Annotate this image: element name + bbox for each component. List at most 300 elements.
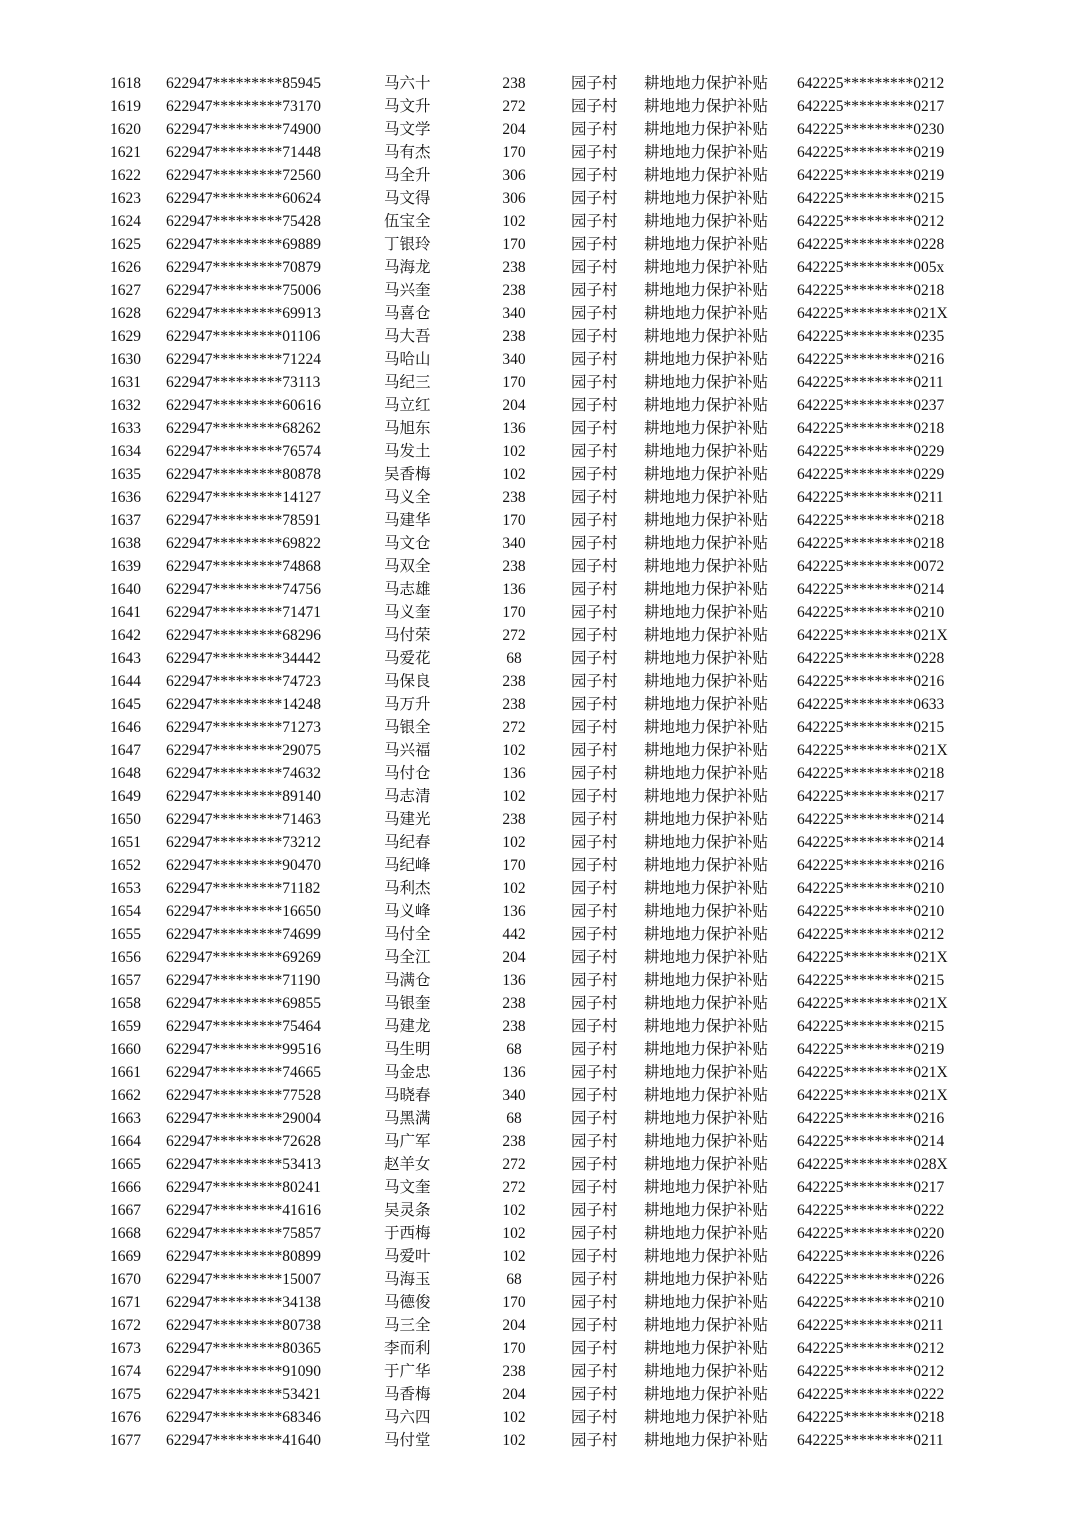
row-seq-number: 1667 <box>110 1202 141 1219</box>
row-name: 马建龙 <box>384 1018 431 1035</box>
row-id-number: 642225*********0212 <box>797 926 945 943</box>
row-village: 园子村 <box>571 1041 618 1058</box>
row-amount: 102 <box>502 1432 526 1449</box>
row-village: 园子村 <box>571 627 618 644</box>
row-amount: 102 <box>502 1248 526 1265</box>
row-amount: 238 <box>502 282 526 299</box>
row-seq-number: 1653 <box>110 880 141 897</box>
row-id-number: 642225*********0215 <box>797 719 945 736</box>
table-row <box>0 1291 1074 1314</box>
row-amount: 102 <box>502 1409 526 1426</box>
row-amount: 102 <box>502 788 526 805</box>
row-amount: 238 <box>502 1133 526 1150</box>
row-amount: 170 <box>502 512 526 529</box>
table-row <box>0 1084 1074 1107</box>
row-name: 于广华 <box>384 1363 431 1380</box>
row-seq-number: 1619 <box>110 98 141 115</box>
row-id-number: 642225*********028X <box>797 1156 948 1173</box>
row-village: 园子村 <box>571 972 618 989</box>
table-row <box>0 1038 1074 1061</box>
row-amount: 238 <box>502 696 526 713</box>
row-village: 园子村 <box>571 236 618 253</box>
row-seq-number: 1655 <box>110 926 141 943</box>
row-subsidy-item: 耕地地力保护补贴 <box>644 627 769 644</box>
table-row <box>0 187 1074 210</box>
row-amount: 204 <box>502 121 526 138</box>
row-account-number: 622947*********80878 <box>166 466 321 483</box>
row-amount: 68 <box>506 1110 522 1127</box>
row-name: 马纪峰 <box>384 857 431 874</box>
row-amount: 136 <box>502 765 526 782</box>
row-name: 伍宝全 <box>384 213 431 230</box>
row-account-number: 622947*********16650 <box>166 903 321 920</box>
table-row <box>0 969 1074 992</box>
row-name: 马有杰 <box>384 144 431 161</box>
row-subsidy-item: 耕地地力保护补贴 <box>644 167 769 184</box>
row-village: 园子村 <box>571 558 618 575</box>
table-row <box>0 1429 1074 1452</box>
row-village: 园子村 <box>571 1133 618 1150</box>
row-subsidy-item: 耕地地力保护补贴 <box>644 995 769 1012</box>
row-name: 马德俊 <box>384 1294 431 1311</box>
row-account-number: 622947*********77528 <box>166 1087 321 1104</box>
row-id-number: 642225*********0229 <box>797 443 945 460</box>
row-village: 园子村 <box>571 1202 618 1219</box>
row-account-number: 622947*********53421 <box>166 1386 321 1403</box>
row-id-number: 642225*********0235 <box>797 328 945 345</box>
table-row <box>0 233 1074 256</box>
row-id-number: 642225*********0216 <box>797 351 945 368</box>
table-row <box>0 1314 1074 1337</box>
row-amount: 272 <box>502 719 526 736</box>
row-subsidy-item: 耕地地力保护补贴 <box>644 1087 769 1104</box>
row-subsidy-item: 耕地地力保护补贴 <box>644 811 769 828</box>
row-village: 园子村 <box>571 1248 618 1265</box>
row-amount: 238 <box>502 1363 526 1380</box>
table-row <box>0 578 1074 601</box>
row-account-number: 622947*********34442 <box>166 650 321 667</box>
row-subsidy-item: 耕地地力保护补贴 <box>644 512 769 529</box>
row-id-number: 642225*********0214 <box>797 581 945 598</box>
table-row <box>0 877 1074 900</box>
row-seq-number: 1620 <box>110 121 141 138</box>
row-subsidy-item: 耕地地力保护补贴 <box>644 1179 769 1196</box>
row-seq-number: 1670 <box>110 1271 141 1288</box>
row-id-number: 642225*********0217 <box>797 1179 945 1196</box>
row-subsidy-item: 耕地地力保护补贴 <box>644 1432 769 1449</box>
row-amount: 238 <box>502 1018 526 1035</box>
table-row <box>0 739 1074 762</box>
row-subsidy-item: 耕地地力保护补贴 <box>644 1340 769 1357</box>
row-seq-number: 1622 <box>110 167 141 184</box>
row-name: 马立红 <box>384 397 431 414</box>
row-subsidy-item: 耕地地力保护补贴 <box>644 788 769 805</box>
row-id-number: 642225*********0211 <box>797 489 944 506</box>
row-account-number: 622947*********76574 <box>166 443 321 460</box>
row-amount: 68 <box>506 650 522 667</box>
row-account-number: 622947*********72628 <box>166 1133 321 1150</box>
row-id-number: 642225*********0212 <box>797 1363 945 1380</box>
row-seq-number: 1669 <box>110 1248 141 1265</box>
table-row <box>0 831 1074 854</box>
row-account-number: 622947*********74699 <box>166 926 321 943</box>
row-amount: 272 <box>502 627 526 644</box>
row-amount: 170 <box>502 374 526 391</box>
row-name: 马兴奎 <box>384 282 431 299</box>
row-name: 马银奎 <box>384 995 431 1012</box>
row-name: 马爱叶 <box>384 1248 431 1265</box>
row-id-number: 642225*********0210 <box>797 604 945 621</box>
row-amount: 136 <box>502 903 526 920</box>
row-account-number: 622947*********60624 <box>166 190 321 207</box>
row-seq-number: 1676 <box>110 1409 141 1426</box>
row-village: 园子村 <box>571 1156 618 1173</box>
row-amount: 272 <box>502 1179 526 1196</box>
table-row <box>0 486 1074 509</box>
table-row <box>0 509 1074 532</box>
table-row <box>0 463 1074 486</box>
row-subsidy-item: 耕地地力保护补贴 <box>644 926 769 943</box>
row-id-number: 642225*********0214 <box>797 834 945 851</box>
row-id-number: 642225*********0216 <box>797 857 945 874</box>
row-id-number: 642225*********0214 <box>797 1133 945 1150</box>
table-row <box>0 1061 1074 1084</box>
row-subsidy-item: 耕地地力保护补贴 <box>644 1156 769 1173</box>
table-row <box>0 1153 1074 1176</box>
row-amount: 238 <box>502 673 526 690</box>
row-village: 园子村 <box>571 1294 618 1311</box>
row-seq-number: 1645 <box>110 696 141 713</box>
row-amount: 238 <box>502 558 526 575</box>
row-village: 园子村 <box>571 696 618 713</box>
row-account-number: 622947*********69822 <box>166 535 321 552</box>
row-account-number: 622947*********41640 <box>166 1432 321 1449</box>
row-village: 园子村 <box>571 788 618 805</box>
table-row <box>0 440 1074 463</box>
row-id-number: 642225*********0228 <box>797 236 945 253</box>
row-account-number: 622947*********91090 <box>166 1363 321 1380</box>
row-name: 马纪春 <box>384 834 431 851</box>
table-row <box>0 1130 1074 1153</box>
row-id-number: 642225*********021X <box>797 949 948 966</box>
row-seq-number: 1641 <box>110 604 141 621</box>
row-seq-number: 1621 <box>110 144 141 161</box>
row-amount: 340 <box>502 351 526 368</box>
row-name: 丁银玲 <box>384 236 431 253</box>
row-amount: 204 <box>502 1317 526 1334</box>
row-village: 园子村 <box>571 1087 618 1104</box>
row-id-number: 642225*********021X <box>797 742 948 759</box>
table-row <box>0 95 1074 118</box>
row-seq-number: 1628 <box>110 305 141 322</box>
row-subsidy-item: 耕地地力保护补贴 <box>644 351 769 368</box>
row-id-number: 642225*********0220 <box>797 1225 945 1242</box>
row-name: 马付仓 <box>384 765 431 782</box>
table-row <box>0 141 1074 164</box>
row-id-number: 642225*********0211 <box>797 1432 944 1449</box>
row-amount: 102 <box>502 443 526 460</box>
row-amount: 102 <box>502 466 526 483</box>
row-subsidy-item: 耕地地力保护补贴 <box>644 1110 769 1127</box>
table-row <box>0 808 1074 831</box>
row-village: 园子村 <box>571 903 618 920</box>
row-id-number: 642225*********0216 <box>797 673 945 690</box>
row-id-number: 642225*********0211 <box>797 374 944 391</box>
table-row <box>0 1406 1074 1429</box>
row-id-number: 642225*********0218 <box>797 282 945 299</box>
row-account-number: 622947*********75464 <box>166 1018 321 1035</box>
table-row <box>0 348 1074 371</box>
row-subsidy-item: 耕地地力保护补贴 <box>644 75 769 92</box>
row-id-number: 642225*********021X <box>797 995 948 1012</box>
row-seq-number: 1651 <box>110 834 141 851</box>
row-village: 园子村 <box>571 1386 618 1403</box>
row-name: 马保良 <box>384 673 431 690</box>
row-id-number: 642225*********0228 <box>797 650 945 667</box>
row-village: 园子村 <box>571 167 618 184</box>
row-seq-number: 1672 <box>110 1317 141 1334</box>
row-village: 园子村 <box>571 719 618 736</box>
table-row <box>0 210 1074 233</box>
row-village: 园子村 <box>571 259 618 276</box>
row-amount: 340 <box>502 305 526 322</box>
row-name: 马文得 <box>384 190 431 207</box>
row-account-number: 622947*********01106 <box>166 328 321 345</box>
row-amount: 272 <box>502 1156 526 1173</box>
row-name: 马万升 <box>384 696 431 713</box>
row-account-number: 622947*********69855 <box>166 995 321 1012</box>
row-name: 马建华 <box>384 512 431 529</box>
row-amount: 102 <box>502 1225 526 1242</box>
table-row <box>0 417 1074 440</box>
row-account-number: 622947*********71182 <box>166 880 321 897</box>
row-village: 园子村 <box>571 1018 618 1035</box>
row-seq-number: 1675 <box>110 1386 141 1403</box>
row-account-number: 622947*********60616 <box>166 397 321 414</box>
row-account-number: 622947*********80365 <box>166 1340 321 1357</box>
subsidy-table <box>0 72 1074 1452</box>
table-row <box>0 992 1074 1015</box>
row-subsidy-item: 耕地地力保护补贴 <box>644 1294 769 1311</box>
table-row <box>0 647 1074 670</box>
row-id-number: 642225*********0216 <box>797 1110 945 1127</box>
row-village: 园子村 <box>571 949 618 966</box>
row-id-number: 642225*********0218 <box>797 512 945 529</box>
table-row <box>0 532 1074 555</box>
row-seq-number: 1648 <box>110 765 141 782</box>
row-subsidy-item: 耕地地力保护补贴 <box>644 903 769 920</box>
row-account-number: 622947*********71273 <box>166 719 321 736</box>
row-name: 马海龙 <box>384 259 431 276</box>
row-account-number: 622947*********71224 <box>166 351 321 368</box>
row-id-number: 642225*********0072 <box>797 558 945 575</box>
row-subsidy-item: 耕地地力保护补贴 <box>644 604 769 621</box>
row-seq-number: 1642 <box>110 627 141 644</box>
table-row <box>0 923 1074 946</box>
row-amount: 238 <box>502 259 526 276</box>
row-subsidy-item: 耕地地力保护补贴 <box>644 719 769 736</box>
table-row <box>0 624 1074 647</box>
row-name: 马大吾 <box>384 328 431 345</box>
row-id-number: 642225*********021X <box>797 305 948 322</box>
row-amount: 136 <box>502 581 526 598</box>
row-subsidy-item: 耕地地力保护补贴 <box>644 673 769 690</box>
row-id-number: 642225*********0215 <box>797 972 945 989</box>
row-name: 马晓春 <box>384 1087 431 1104</box>
row-village: 园子村 <box>571 1271 618 1288</box>
row-village: 园子村 <box>571 420 618 437</box>
row-account-number: 622947*********73212 <box>166 834 321 851</box>
row-seq-number: 1661 <box>110 1064 141 1081</box>
table-row <box>0 1245 1074 1268</box>
row-seq-number: 1629 <box>110 328 141 345</box>
row-account-number: 622947*********69269 <box>166 949 321 966</box>
row-village: 园子村 <box>571 121 618 138</box>
row-seq-number: 1666 <box>110 1179 141 1196</box>
row-village: 园子村 <box>571 880 618 897</box>
row-name: 马广军 <box>384 1133 431 1150</box>
row-account-number: 622947*********69889 <box>166 236 321 253</box>
row-name: 马喜仓 <box>384 305 431 322</box>
row-id-number: 642225*********0222 <box>797 1386 945 1403</box>
row-id-number: 642225*********0218 <box>797 535 945 552</box>
row-seq-number: 1659 <box>110 1018 141 1035</box>
row-village: 园子村 <box>571 765 618 782</box>
row-village: 园子村 <box>571 75 618 92</box>
row-seq-number: 1632 <box>110 397 141 414</box>
row-subsidy-item: 耕地地力保护补贴 <box>644 144 769 161</box>
row-village: 园子村 <box>571 1409 618 1426</box>
row-account-number: 622947*********71463 <box>166 811 321 828</box>
table-row <box>0 1268 1074 1291</box>
row-account-number: 622947*********73170 <box>166 98 321 115</box>
row-name: 马爱花 <box>384 650 431 667</box>
row-seq-number: 1663 <box>110 1110 141 1127</box>
row-name: 马义全 <box>384 489 431 506</box>
row-seq-number: 1643 <box>110 650 141 667</box>
row-village: 园子村 <box>571 1110 618 1127</box>
row-seq-number: 1640 <box>110 581 141 598</box>
table-row <box>0 256 1074 279</box>
table-row <box>0 1015 1074 1038</box>
row-name: 马兴福 <box>384 742 431 759</box>
table-row <box>0 854 1074 877</box>
row-name: 马全升 <box>384 167 431 184</box>
table-row <box>0 693 1074 716</box>
row-subsidy-item: 耕地地力保护补贴 <box>644 305 769 322</box>
row-amount: 170 <box>502 857 526 874</box>
row-name: 马付堂 <box>384 1432 431 1449</box>
table-row <box>0 371 1074 394</box>
row-seq-number: 1635 <box>110 466 141 483</box>
row-subsidy-item: 耕地地力保护补贴 <box>644 949 769 966</box>
row-amount: 136 <box>502 972 526 989</box>
row-subsidy-item: 耕地地力保护补贴 <box>644 374 769 391</box>
row-subsidy-item: 耕地地力保护补贴 <box>644 972 769 989</box>
row-amount: 238 <box>502 75 526 92</box>
row-account-number: 622947*********74900 <box>166 121 321 138</box>
row-subsidy-item: 耕地地力保护补贴 <box>644 696 769 713</box>
row-subsidy-item: 耕地地力保护补贴 <box>644 259 769 276</box>
row-account-number: 622947*********80738 <box>166 1317 321 1334</box>
table-row <box>0 601 1074 624</box>
row-id-number: 642225*********0219 <box>797 1041 945 1058</box>
row-account-number: 622947*********15007 <box>166 1271 321 1288</box>
row-name: 吴灵条 <box>384 1202 431 1219</box>
row-name: 马哈山 <box>384 351 431 368</box>
row-name: 赵羊女 <box>384 1156 431 1173</box>
row-account-number: 622947*********69913 <box>166 305 321 322</box>
table-row <box>0 1176 1074 1199</box>
row-subsidy-item: 耕地地力保护补贴 <box>644 765 769 782</box>
table-row <box>0 716 1074 739</box>
row-id-number: 642225*********021X <box>797 627 948 644</box>
row-subsidy-item: 耕地地力保护补贴 <box>644 742 769 759</box>
row-village: 园子村 <box>571 489 618 506</box>
row-name: 马利杰 <box>384 880 431 897</box>
row-amount: 204 <box>502 949 526 966</box>
row-id-number: 642225*********0218 <box>797 420 945 437</box>
row-name: 马全江 <box>384 949 431 966</box>
row-seq-number: 1623 <box>110 190 141 207</box>
row-subsidy-item: 耕地地力保护补贴 <box>644 489 769 506</box>
row-amount: 306 <box>502 190 526 207</box>
row-amount: 306 <box>502 167 526 184</box>
row-village: 园子村 <box>571 1363 618 1380</box>
row-seq-number: 1649 <box>110 788 141 805</box>
row-name: 马建光 <box>384 811 431 828</box>
row-id-number: 642225*********021X <box>797 1087 948 1104</box>
table-row <box>0 785 1074 808</box>
row-subsidy-item: 耕地地力保护补贴 <box>644 213 769 230</box>
row-village: 园子村 <box>571 351 618 368</box>
row-village: 园子村 <box>571 1179 618 1196</box>
row-name: 马付全 <box>384 926 431 943</box>
row-id-number: 642225*********0212 <box>797 213 945 230</box>
row-account-number: 622947*********80241 <box>166 1179 321 1196</box>
row-id-number: 642225*********0210 <box>797 903 945 920</box>
row-village: 园子村 <box>571 811 618 828</box>
row-id-number: 642225*********0212 <box>797 75 945 92</box>
row-id-number: 642225*********0215 <box>797 1018 945 1035</box>
row-seq-number: 1627 <box>110 282 141 299</box>
row-seq-number: 1633 <box>110 420 141 437</box>
row-subsidy-item: 耕地地力保护补贴 <box>644 236 769 253</box>
row-subsidy-item: 耕地地力保护补贴 <box>644 1248 769 1265</box>
row-village: 园子村 <box>571 535 618 552</box>
row-account-number: 622947*********73113 <box>166 374 321 391</box>
table-row <box>0 946 1074 969</box>
row-account-number: 622947*********78591 <box>166 512 321 529</box>
row-village: 园子村 <box>571 834 618 851</box>
row-seq-number: 1671 <box>110 1294 141 1311</box>
row-amount: 340 <box>502 535 526 552</box>
row-subsidy-item: 耕地地力保护补贴 <box>644 1409 769 1426</box>
row-amount: 170 <box>502 144 526 161</box>
row-subsidy-item: 耕地地力保护补贴 <box>644 880 769 897</box>
row-seq-number: 1664 <box>110 1133 141 1150</box>
row-account-number: 622947*********74723 <box>166 673 321 690</box>
row-name: 马文仓 <box>384 535 431 552</box>
row-id-number: 642225*********0211 <box>797 1317 944 1334</box>
row-amount: 136 <box>502 420 526 437</box>
row-id-number: 642225*********0210 <box>797 1294 945 1311</box>
row-account-number: 622947*********68346 <box>166 1409 321 1426</box>
row-name: 马志雄 <box>384 581 431 598</box>
row-seq-number: 1660 <box>110 1041 141 1058</box>
row-seq-number: 1658 <box>110 995 141 1012</box>
row-amount: 102 <box>502 213 526 230</box>
